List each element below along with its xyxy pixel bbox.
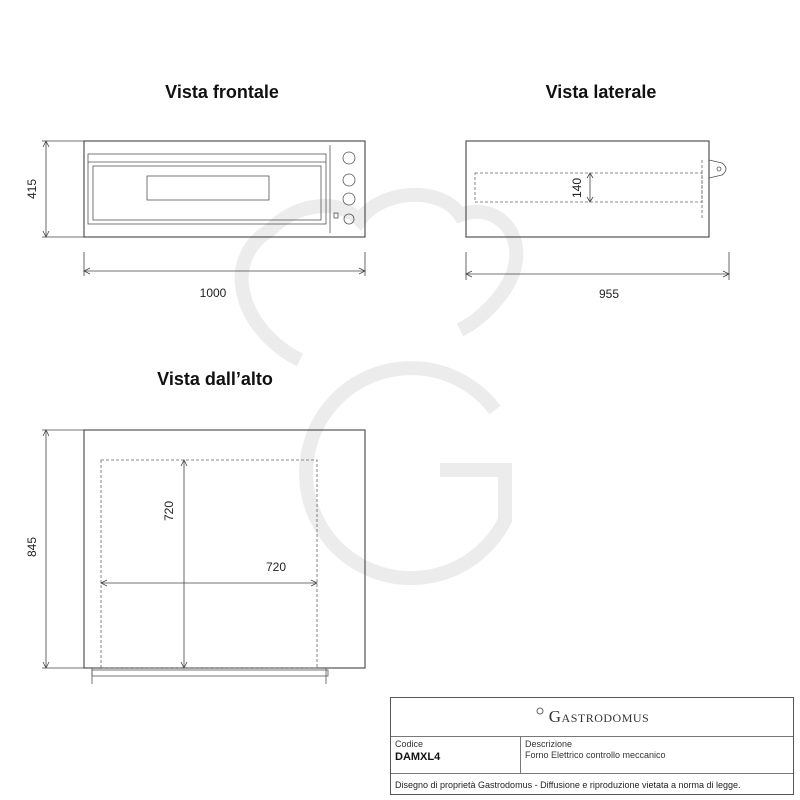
title-block-info-row bbox=[391, 737, 793, 774]
code-label: Codice bbox=[395, 739, 424, 749]
control-knob-2 bbox=[343, 174, 355, 186]
flue-hole bbox=[717, 167, 721, 171]
chef-hat-g-watermark-icon bbox=[242, 195, 517, 578]
front-width-dimension bbox=[84, 252, 365, 276]
side-view-title: Vista laterale bbox=[545, 82, 657, 102]
description-label: Descrizione bbox=[525, 739, 573, 749]
top-depth-label: 845 bbox=[25, 536, 39, 558]
title-block-logo-row bbox=[391, 698, 793, 737]
top-view-title: Vista dall’alto bbox=[157, 369, 273, 389]
top-depth-dimension bbox=[42, 430, 84, 668]
top-inner-depth-label: 720 bbox=[162, 500, 176, 522]
gastrodomus-logo-icon bbox=[535, 706, 545, 716]
code-cell bbox=[391, 737, 521, 773]
side-width-label: 955 bbox=[598, 287, 620, 301]
code-value: DAMXL4 bbox=[395, 751, 441, 763]
top-body-outline bbox=[84, 430, 365, 668]
front-height-label: 415 bbox=[25, 178, 39, 200]
description-value: Forno Elettrico controllo meccanico bbox=[525, 750, 666, 760]
front-handle-bar bbox=[92, 670, 328, 676]
front-view-title: Vista frontale bbox=[165, 82, 279, 102]
front-height-dimension bbox=[42, 141, 84, 237]
title-block bbox=[390, 697, 794, 795]
side-inner-height-label: 140 bbox=[570, 177, 584, 199]
oven-chamber-hidden bbox=[475, 173, 702, 202]
description-cell bbox=[521, 737, 793, 773]
control-knob-1 bbox=[343, 152, 355, 164]
flue-vent bbox=[709, 160, 726, 178]
brand-name: Gastrodomus bbox=[548, 707, 650, 726]
copyright-notice: Disegno di proprietà Gastrodomus - Diffusione e riproduzione vietata a norma di legge. bbox=[395, 780, 741, 790]
front-view bbox=[84, 141, 365, 237]
front-body-outline bbox=[84, 141, 365, 237]
top-view bbox=[84, 430, 365, 684]
control-knob-3 bbox=[343, 193, 355, 205]
top-inner-width-label: 720 bbox=[265, 560, 287, 574]
title-block-footer-row bbox=[391, 774, 793, 796]
front-width-label: 1000 bbox=[199, 286, 227, 300]
door-window bbox=[147, 176, 269, 200]
